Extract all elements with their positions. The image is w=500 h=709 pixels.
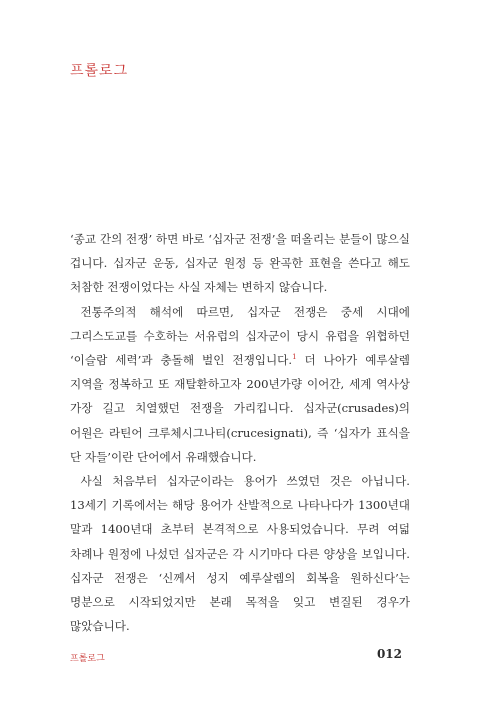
paragraph-2-part-2: 더 나아가 예루살렘 지역을 정복하고 또 재탈환하고자 200년가량 이어간, 세계 역사상 가장 길고 치열했던 전쟁을 가리킵니다. 십자군(crusades)의 어원은 라틴어 크루체시그나티(crucesignati), 즉 ‘십자가 표식을 단 자들’이란 단어에서 유래했습니다. [70,353,411,464]
paragraph-3: 사실 처음부터 십자군이라는 용어가 쓰였던 것은 아닙니다. 13세기 기록에서는 해당 용어가 산발적으로 나타나다가 1300년대 말과 1400년대 초부터 본격적으로 사용되었습니다. 무려 여덟 차례나 원정에 나섰던 십자군은 각 시기마다 다른 양상을 보입니다. 십자군 전쟁은 ‘신께서 성지 예루살렘의 회복을 원하신다’는 명분으로 시작되었지만 본래 목적을 잊고 변질된 경우가 많았습니다. [70,474,410,634]
page-number: 012 [376,647,402,661]
paragraph-1: ‘종교 간의 전쟁’ 하면 바로 ‘십자군 전쟁’을 떠올리는 분들이 많으실 겁니다. 십자군 운동, 십자군 원정 등 완곡한 표현을 쓴다고 해도 처참한 전쟁이었다는 사실 자체는 변하지 않습니다. [70,232,410,295]
paragraph-2 [70,300,410,469]
body-text [70,227,410,638]
footnote-marker[interactable]: 1 [292,353,297,362]
paragraph-2-part-1: 전통주의적 해석에 따르면, 십자군 전쟁은 중세 시대에 그리스도교를 수호하는 서유럽의 십자군이 당시 유럽을 위협하던 ‘이슬람 세력’과 충돌해 벌인 전쟁입니다. [70,304,410,368]
chapter-title: 프롤로그 [70,63,129,79]
footer-chapter-label: 프롤로그 [70,654,105,664]
